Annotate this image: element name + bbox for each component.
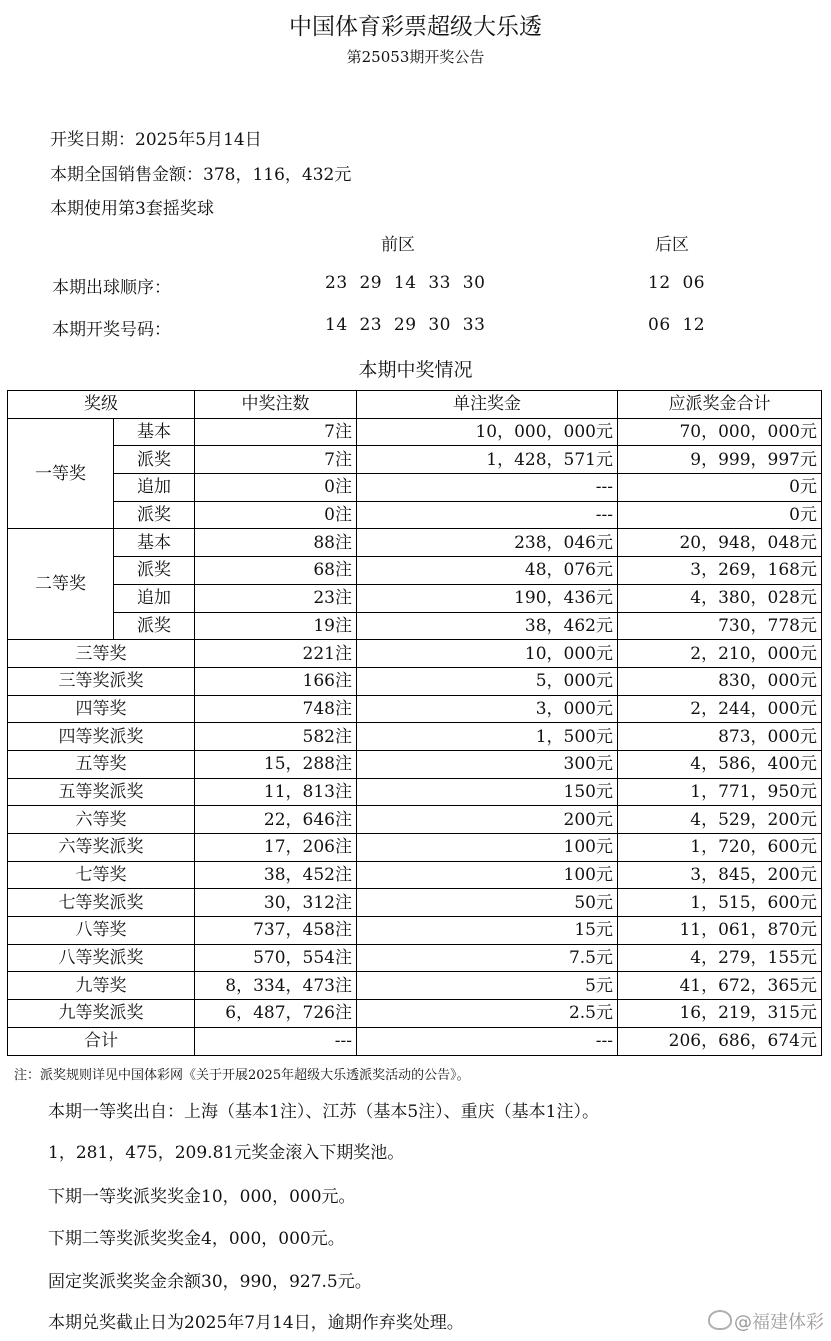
first-prize-label: 一等奖	[8, 418, 114, 529]
prize-level: 五等奖	[8, 750, 195, 778]
table-row	[8, 695, 822, 723]
win-count: 22，646注	[195, 806, 357, 834]
total-prize: 11，061，870元	[618, 917, 822, 945]
issue-subtitle: 第25053期开奖公告	[346, 48, 485, 66]
unit-prize: ---	[357, 474, 618, 502]
table-row	[8, 944, 822, 972]
win-count: 582注	[195, 723, 357, 751]
prize-level: 五等奖派奖	[8, 778, 195, 806]
table-row	[8, 778, 822, 806]
prize-level: 八等奖	[8, 917, 195, 945]
header-total: 应派奖金合计	[618, 391, 822, 419]
unit-prize: 1，500元	[357, 723, 618, 751]
prize-level: 三等奖派奖	[8, 667, 195, 695]
win-count: 38，452注	[195, 861, 357, 889]
win-count: 30，312注	[195, 889, 357, 917]
unit-prize: 200元	[357, 806, 618, 834]
table-row	[8, 640, 822, 668]
sub-level: 基本	[114, 418, 195, 446]
header-count: 中奖注数	[195, 391, 357, 419]
total-prize: 20，948，048元	[618, 529, 822, 557]
table-row	[8, 861, 822, 889]
table-note: 注：派奖规则详见中国体彩网《关于开展2025年超级大乐透派奖活动的公告》。	[14, 1068, 470, 1083]
win-count: 166注	[195, 667, 357, 695]
total-prize: 70，000，000元	[618, 418, 822, 446]
prize-level: 六等奖	[8, 806, 195, 834]
header-level: 奖级	[8, 391, 195, 419]
total-prize: 3，269，168元	[618, 557, 822, 585]
unit-prize: 190，436元	[357, 584, 618, 612]
back-zone-header: 后区	[655, 235, 689, 255]
weibo-icon	[708, 1310, 732, 1330]
sub-level: 派奖	[114, 446, 195, 474]
unit-prize: 38，462元	[357, 612, 618, 640]
unit-prize: 150元	[357, 778, 618, 806]
table-summary-row	[8, 1027, 822, 1055]
unit-prize: 5元	[357, 972, 618, 1000]
table-row	[8, 972, 822, 1000]
draw-date: 开奖日期：2025年5月14日	[50, 130, 262, 150]
prize-level: 四等奖派奖	[8, 723, 195, 751]
unit-prize: 50元	[357, 889, 618, 917]
total-prize: 9，999，997元	[618, 446, 822, 474]
prize-level: 六等奖派奖	[8, 834, 195, 862]
prize-level: 九等奖	[8, 972, 195, 1000]
table-row	[8, 584, 822, 612]
prize-section-title: 本期中奖情况	[358, 359, 473, 381]
total-prize: 830，000元	[618, 667, 822, 695]
prize-level: 三等奖	[8, 640, 195, 668]
table-row	[8, 446, 822, 474]
sub-level: 追加	[114, 584, 195, 612]
total-prize: 730，778元	[618, 612, 822, 640]
win-count: 19注	[195, 612, 357, 640]
win-count: 7注	[195, 446, 357, 474]
total-prize: 3，845，200元	[618, 861, 822, 889]
table-row	[8, 806, 822, 834]
win-count: 8，334，473注	[195, 972, 357, 1000]
total-prize: 0元	[618, 501, 822, 529]
prize-level: 七等奖	[8, 861, 195, 889]
prize-level: 九等奖派奖	[8, 1000, 195, 1028]
unit-prize: 100元	[357, 834, 618, 862]
total-prize: 4，586，400元	[618, 750, 822, 778]
watermark	[708, 1308, 824, 1334]
table-row	[8, 474, 822, 502]
total-prize: 41，672，365元	[618, 972, 822, 1000]
sub-level: 派奖	[114, 501, 195, 529]
unit-prize: 300元	[357, 750, 618, 778]
sub-level: 派奖	[114, 612, 195, 640]
table-header-row	[8, 391, 822, 419]
page-title: 中国体育彩票超级大乐透	[289, 14, 542, 40]
total-prize: 873，000元	[618, 723, 822, 751]
first-prize-origin: 本期一等奖出自：上海（基本1注）、江苏（基本5注）、重庆（基本1注）。	[48, 1102, 599, 1122]
total-prize: 16，219，315元	[618, 1000, 822, 1028]
win-count: 88注	[195, 529, 357, 557]
table-row	[8, 723, 822, 751]
summary-label: 合计	[8, 1027, 195, 1055]
claim-deadline: 本期兑奖截止日为2025年7月14日，逾期作弃奖处理。	[48, 1313, 464, 1333]
table-row	[8, 667, 822, 695]
win-count: 570，554注	[195, 944, 357, 972]
win-count: 737，458注	[195, 917, 357, 945]
unit-prize: ---	[357, 501, 618, 529]
summary-count: ---	[195, 1027, 357, 1055]
winning-back-numbers: 06 12	[648, 315, 706, 335]
next-first-bonus: 下期一等奖派奖奖金10，000，000元。	[48, 1187, 356, 1207]
unit-prize: 10，000，000元	[357, 418, 618, 446]
jackpot-rollover: 1，281，475，209.81元奖金滚入下期奖池。	[48, 1143, 405, 1163]
unit-prize: 15元	[357, 917, 618, 945]
win-count: 11，813注	[195, 778, 357, 806]
watermark-text: @福建体彩	[734, 1312, 824, 1333]
win-count: 221注	[195, 640, 357, 668]
sub-level: 基本	[114, 529, 195, 557]
table-row	[8, 1000, 822, 1028]
next-second-bonus: 下期二等奖派奖奖金4，000，000元。	[48, 1229, 345, 1249]
header-unit-prize: 单注奖金	[357, 391, 618, 419]
total-prize: 1，771，950元	[618, 778, 822, 806]
table-row	[8, 889, 822, 917]
table-row	[8, 834, 822, 862]
draw-order-front: 23 29 14 33 30	[325, 273, 486, 293]
summary-unit: ---	[357, 1027, 618, 1055]
table-row	[8, 750, 822, 778]
unit-prize: 5，000元	[357, 667, 618, 695]
unit-prize: 1，428，571元	[357, 446, 618, 474]
total-prize: 1，515，600元	[618, 889, 822, 917]
prize-level: 四等奖	[8, 695, 195, 723]
total-prize: 2，210，000元	[618, 640, 822, 668]
table-row	[8, 612, 822, 640]
unit-prize: 48，076元	[357, 557, 618, 585]
unit-prize: 7.5元	[357, 944, 618, 972]
draw-order-label: 本期出球顺序：	[52, 278, 171, 298]
win-count: 7注	[195, 418, 357, 446]
prize-table	[7, 390, 822, 1056]
unit-prize: 3，000元	[357, 695, 618, 723]
second-prize-label: 二等奖	[8, 529, 114, 640]
win-count: 15，288注	[195, 750, 357, 778]
win-count: 748注	[195, 695, 357, 723]
ball-set: 本期使用第3套摇奖球	[50, 199, 214, 219]
winning-numbers-label: 本期开奖号码：	[52, 320, 171, 340]
unit-prize: 238，046元	[357, 529, 618, 557]
win-count: 23注	[195, 584, 357, 612]
prize-level: 八等奖派奖	[8, 944, 195, 972]
table-row	[8, 917, 822, 945]
win-count: 0注	[195, 501, 357, 529]
unit-prize: 100元	[357, 861, 618, 889]
sales-amount: 本期全国销售金额：378，116，432元	[50, 165, 352, 185]
prize-level: 七等奖派奖	[8, 889, 195, 917]
fixed-bonus-balance: 固定奖派奖奖金余额30，990，927.5元。	[48, 1272, 372, 1292]
total-prize: 4，279，155元	[618, 944, 822, 972]
summary-total: 206，686，674元	[618, 1027, 822, 1055]
win-count: 68注	[195, 557, 357, 585]
table-row	[8, 529, 822, 557]
draw-order-back: 12 06	[648, 273, 706, 293]
front-zone-header: 前区	[381, 235, 415, 255]
total-prize: 2，244，000元	[618, 695, 822, 723]
unit-prize: 10，000元	[357, 640, 618, 668]
win-count: 6，487，726注	[195, 1000, 357, 1028]
total-prize: 0元	[618, 474, 822, 502]
table-row	[8, 418, 822, 446]
total-prize: 4，529，200元	[618, 806, 822, 834]
table-row	[8, 557, 822, 585]
sub-level: 追加	[114, 474, 195, 502]
unit-prize: 2.5元	[357, 1000, 618, 1028]
sub-level: 派奖	[114, 557, 195, 585]
total-prize: 4，380，028元	[618, 584, 822, 612]
win-count: 17，206注	[195, 834, 357, 862]
winning-front-numbers: 14 23 29 30 33	[325, 315, 486, 335]
win-count: 0注	[195, 474, 357, 502]
total-prize: 1，720，600元	[618, 834, 822, 862]
table-row	[8, 501, 822, 529]
